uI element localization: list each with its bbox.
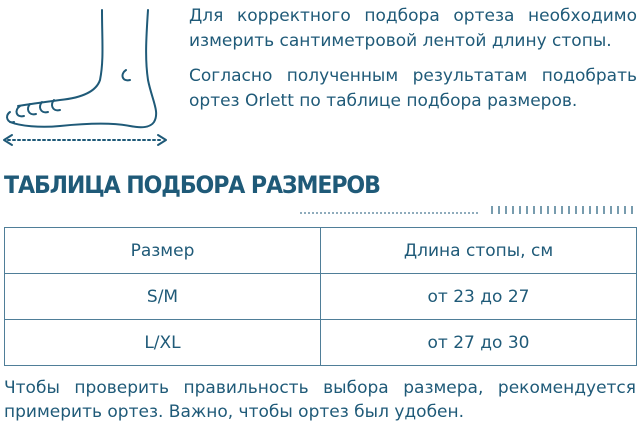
size-table <box>4 227 637 366</box>
footnote: Чтобы проверить правильность выбора размера, рекомендуется примерить ортез. Важно, чтобы ортез был удобен. <box>4 378 636 422</box>
table-cell-size: S/M <box>5 274 321 320</box>
table-row <box>5 274 637 320</box>
title-divider <box>300 205 636 215</box>
intro-text <box>189 4 637 124</box>
table-cell-foot-length: от 27 до 30 <box>321 320 637 366</box>
intro-paragraph-1: Для корректного подбора ортеза необходимо измерить сантиметровой лентой длину стопы. <box>189 6 637 51</box>
table-header-foot-length: Длина стопы, см <box>321 228 637 274</box>
table-cell-foot-length: от 23 до 27 <box>321 274 637 320</box>
section-title: ТАБЛИЦА ПОДБОРА РАЗМЕРОВ <box>4 171 380 199</box>
table-row <box>5 320 637 366</box>
foot-measurement-icon <box>0 0 175 160</box>
intro-paragraph-2: Согласно полученным результатам подобрать ортез Orlett по таблице подбора размеров. <box>189 66 637 111</box>
table-header-row <box>5 228 637 274</box>
table-cell-size: L/XL <box>5 320 321 366</box>
table-header-size: Размер <box>5 228 321 274</box>
